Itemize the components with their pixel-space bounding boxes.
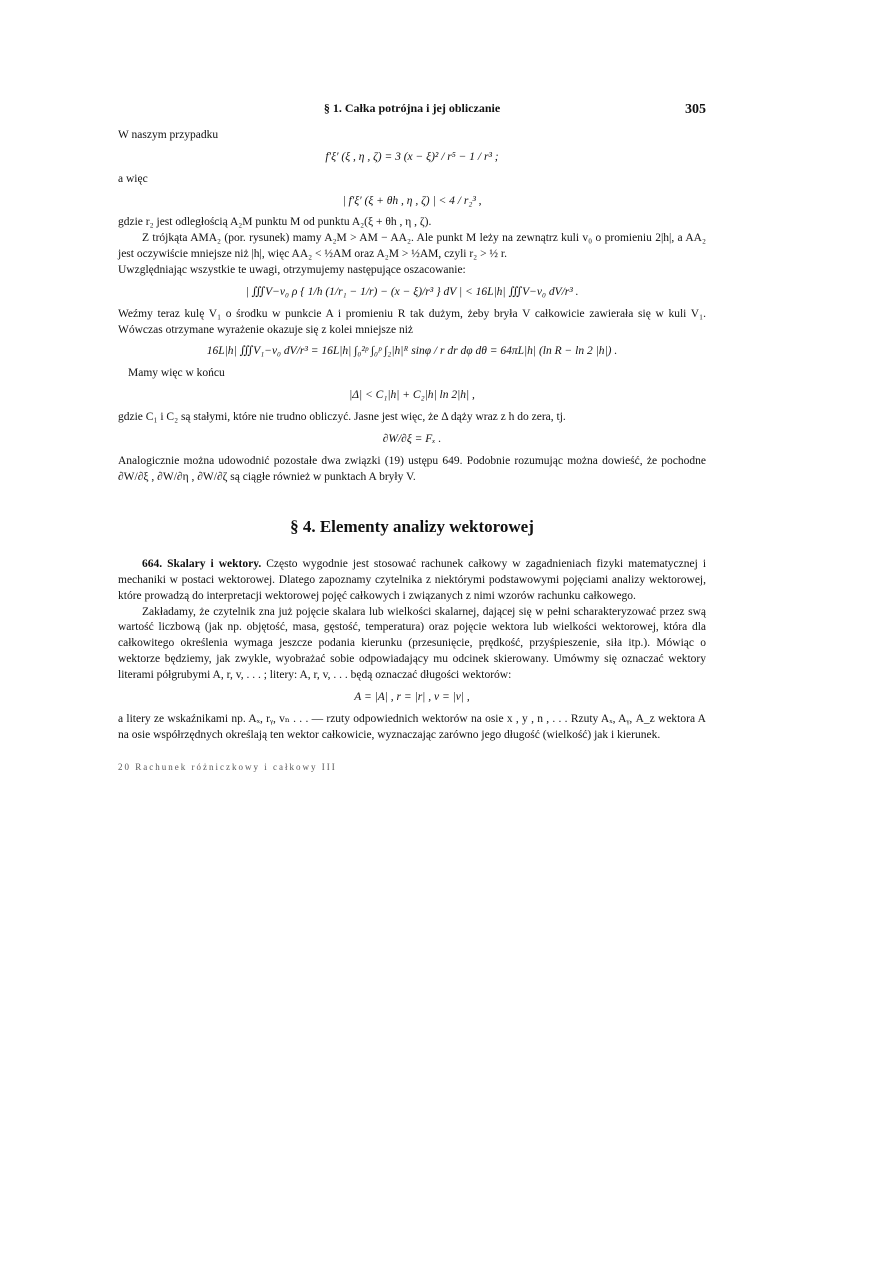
page-number: 305 [685, 102, 706, 117]
running-title: § 1. Całka potrójna i jej obliczanie [323, 101, 501, 115]
text-stale: gdzie C₁ i C₂ są stałymi, które nie trudno obliczyć. Jasne jest więc, że Δ dąży wraz z h do zera, tj. [118, 411, 566, 424]
paragraph-3: a litery ze wskaźnikami np. Aₓ, rᵧ, vₙ . . . — rzuty odpowiednich wektorów na osie x , y , n , . . . Rzuty Aₓ, Aᵧ, A_z wektora A na osie współrzędnych określają ten wektor całkowicie, wyznaczając zarówno jego długość (wielkość) jak i kierunek. [118, 712, 706, 741]
paragraph-1-text: Często wygodnie jest stosować rachunek całkowy w zagadnieniach fizyki matematycznej i mechaniki w postaci wektorowej. Dlatego zapoznamy czytelnika z niektórymi podstawowymi pojęciami analizy wektorowej, które prowadzą do interpretacji wektorowej pojęć całkowych i związanych z nimi wzorów rachunku całkowego. [118, 557, 707, 602]
text-wezmy: Weźmy teraz kulę V₁ o środku w punkcie A i promieniu R tak dużym, żeby bryła V całkowicie zawierała się w kuli V₁. Wówczas otrzymane wyrażenie okazuje się z kolei mniejsze niż [118, 307, 706, 336]
equation-2: | f′ξ′ (ξ + θh , η , ζ) | < 4 / r₂³ , [342, 194, 482, 207]
text-analog: Analogicznie można udowodnić pozostałe dwa związki (19) ustępu 649. Podobnie rozumując można dowieść, że pochodne ∂W/∂ξ , ∂W/∂η , ∂W/∂ζ są ciągłe również w punktach A bryły V. [118, 454, 706, 483]
text-mamy: Mamy więc w końcu [128, 367, 225, 380]
intro-text: W naszym przypadku [118, 129, 219, 141]
item-label: 664. Skalary i wektory. [142, 557, 262, 570]
equation-4: 16L|h| ∭V₁−v₀ dV/r³ = 16L|h| ∫₀²ᵖ ∫₀ᵖ ∫₂|h|ᴿ sinφ / r dr dφ dθ = 64πL|h| (ln R − ln 2 |h|) . [206, 345, 618, 358]
text-gdzie: gdzie r₂ jest odległością A₂M punktu M od punktu A₂(ξ + θh , η , ζ). [118, 216, 432, 229]
text-a-wiec: a więc [118, 172, 148, 185]
text-trojkat: Z trójkąta AMA₂ (por. rysunek) mamy A₂M > AM − AA₂. Ale punkt M leży na zewnątrz kuli v₀ o promieniu 2|h|, a AA₂ jest oczywiście mniejsze niż |h|, więc AA₂ < ½AM oraz A₂M > ½AM, czyli r₂ > ½ r. [118, 232, 706, 261]
equation-1: f′ξ′ (ξ , η , ζ) = 3 (x − ξ)² / r⁵ − 1 / r³ ; [325, 150, 499, 163]
equation-3: | ∭V−v₀ ρ { 1/h (1/r₁ − 1/r) − (x − ξ)/r³ } dV | < 16L|h| ∭V−v₀ dV/r³ . [245, 285, 579, 298]
page-header [118, 100, 706, 120]
paragraph-1 [118, 557, 706, 605]
equation-6: ∂W/∂ξ = Fₓ . [382, 432, 442, 445]
page-footer: 20 Rachunek różniczkowy i całkowy III [118, 762, 337, 773]
equation-7: A = |A| , r = |r| , v = |v| , [354, 690, 470, 703]
text-uwzgl: Uwzględniając wszystkie te uwagi, otrzymujemy następujące oszacowanie: [118, 264, 466, 277]
section-title: § 4. Elementy analizy wektorowej [290, 517, 534, 537]
page [118, 100, 706, 774]
paragraph-2: Zakładamy, że czytelnik zna już pojęcie skalara lub wielkości skalarnej, dającej się w pełni scharakteryzować przez swą wartość liczbową (jak np. objętość, masa, gęstość, temperatura) oraz pojęcie wektora lub wielkości wektorowej, która dla całkowitego określenia wymaga jeszcze podania kierunku (przesunięcie, prędkość, przyśpieszenie, siła itp.). Mówiąc o wektorze będziemy, jak zwykle, wyobrażać sobie odpowiadający mu odcinek skierowany. Umówmy się oznaczać wektory literami półgrubymi A, r, v, . . . ; litery: A, r, v, . . . będą oznaczać długości wektorów: [118, 605, 706, 681]
equation-5: |Δ| < C₁|h| + C₂|h| ln 2|h| , [349, 389, 475, 402]
